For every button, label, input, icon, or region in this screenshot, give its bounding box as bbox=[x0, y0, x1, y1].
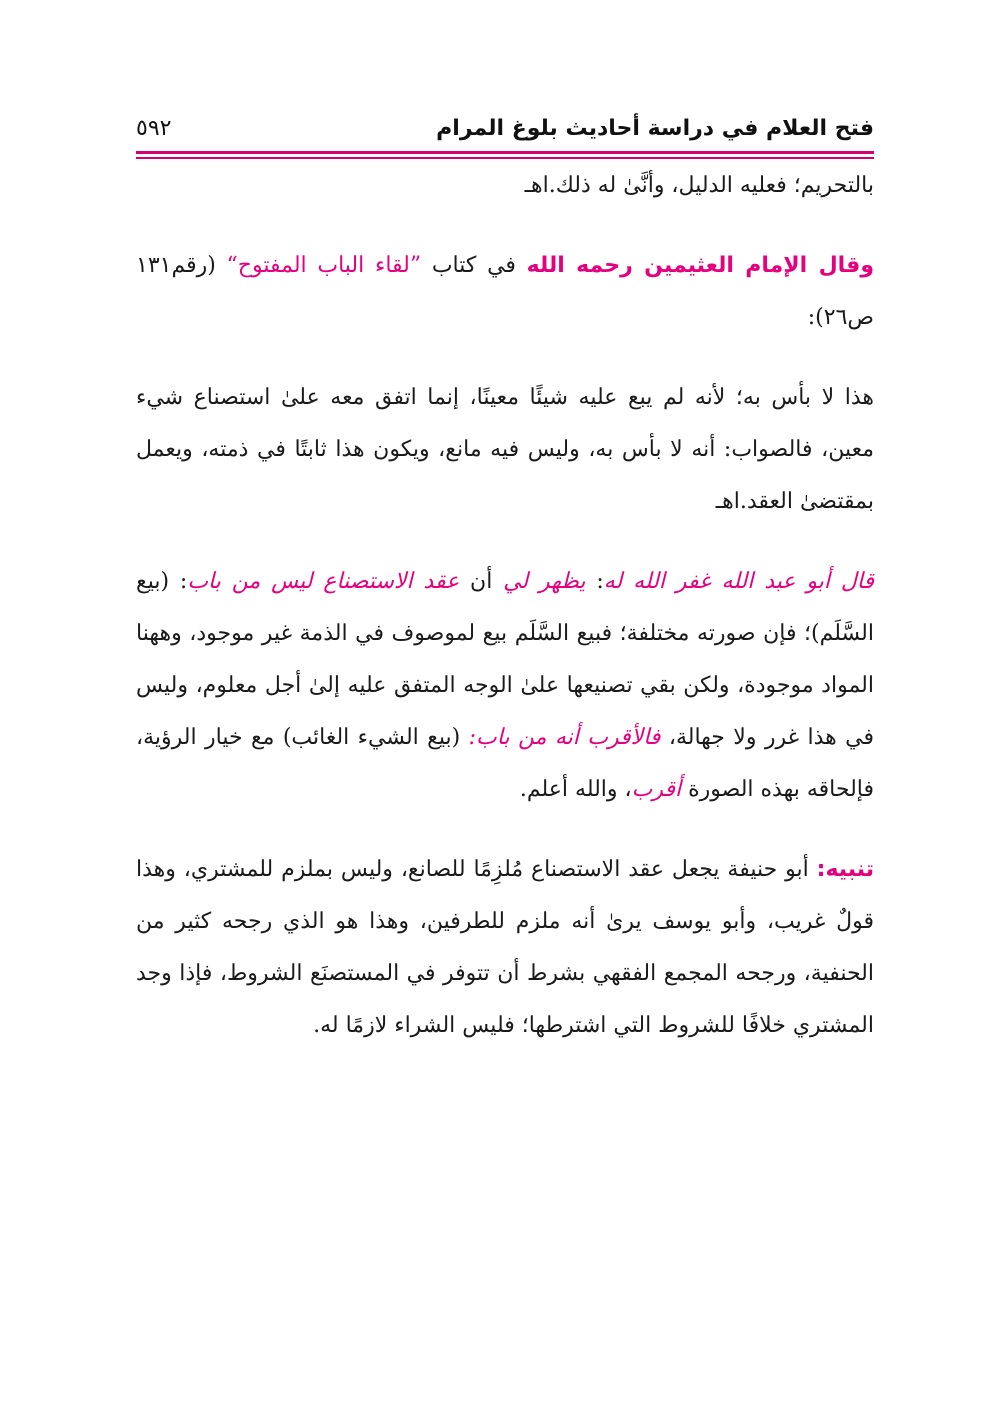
highlight-closer: فالأقرب أنه من باب: bbox=[468, 725, 661, 750]
paragraph-2-connector: في كتاب bbox=[421, 253, 527, 278]
paragraph-1 bbox=[136, 160, 874, 212]
quotation-text: هذا لا بأس به؛ لأنه لم يبع عليه شيئًا معينًا، إنما اتفق معه علىٰ استصناع شيء معين، فالصواب: أنه لا بأس به، وليس فيه مانع، ويكون هذا ثابتًا في ذمته، ويعمل بمقتضىٰ العقد.اهـ bbox=[136, 385, 874, 514]
running-header bbox=[136, 112, 874, 152]
author-attribution: قال أبو عبد الله غفر الله له bbox=[603, 569, 875, 594]
quoted-scholar: وقال الإمام العثيمين رحمه الله bbox=[526, 253, 875, 278]
text-segment: : bbox=[585, 569, 604, 594]
highlight-contract: عقد الاستصناع ليس من باب bbox=[187, 569, 460, 594]
note-label: تنبيه: bbox=[816, 857, 874, 882]
page-number: ٥٩٢ bbox=[136, 116, 172, 141]
text-segment: ، والله أعلم. bbox=[519, 777, 632, 802]
book-reference: (رقم١٣١ ص٢٦): bbox=[136, 253, 874, 330]
text-segment: أن bbox=[459, 569, 504, 594]
book-title: فتح العلام في دراسة أحاديث بلوغ المرام bbox=[436, 116, 874, 141]
note-text: أبو حنيفة يجعل عقد الاستصناع مُلزِمًا للصانع، وليس بملزم للمشتري، وهذا قولٌ غريب، وأبو يوسف يرىٰ أنه ملزم للطرفين، وهذا هو الذي رجحه كثير من الحنفية، ورجحه المجمع الفقهي بشرط أن تتوفر في المستصنَع الشروط، فإذا وجد المشتري خلافًا للشروط التي اشترطها؛ فليس الشراء لازمًا له. bbox=[136, 857, 874, 1038]
text-segment: (بيع الشيء الغائب) مع خيار الرؤية، فإلحاقه بهذه الصورة bbox=[136, 725, 874, 802]
text-segment: : (بيع السَّلَم)؛ فإن صورته مختلفة؛ فبيع السَّلَم بيع لموصوف في الذمة غير موجود، وههنا المواد موجودة، ولكن بقي تصنيعها علىٰ الوجه المتفق عليه إلىٰ أجل معلوم، وليس في هذا غرر ولا جهالة، bbox=[136, 569, 875, 750]
highlight-aqrab: أقرب bbox=[631, 777, 682, 802]
paragraph-2 bbox=[136, 240, 874, 344]
book-name: ”لقاء الباب المفتوح“ bbox=[226, 253, 422, 278]
paragraph-3 bbox=[136, 372, 874, 528]
header-rule-thin bbox=[136, 157, 874, 159]
paragraph-5 bbox=[136, 844, 874, 1052]
paragraph-4 bbox=[136, 556, 874, 816]
page-body bbox=[136, 160, 874, 1052]
highlight-appears: يظهر لي bbox=[503, 569, 586, 594]
paragraph-1-text: بالتحريم؛ فعليه الدليل، وأنَّىٰ له ذلك.اهـ bbox=[524, 173, 874, 198]
header-rule-thick bbox=[136, 151, 874, 154]
